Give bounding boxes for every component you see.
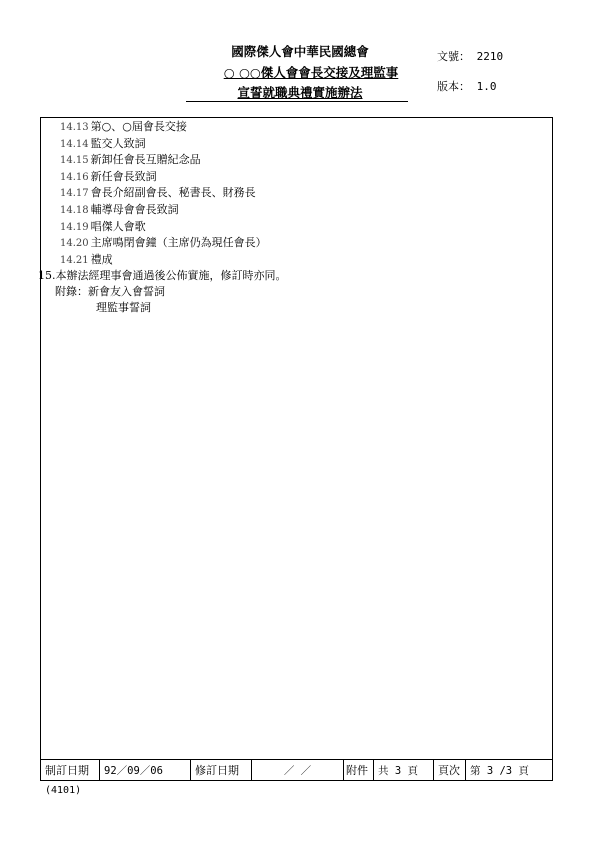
item-number: 14.14	[60, 138, 89, 150]
item-text: 主席鳴閉會鐘（主席仍為現任會長）	[90, 236, 267, 250]
created-date-label: 制訂日期	[45, 764, 89, 777]
item-number: 14.20	[60, 238, 89, 250]
revision-footer-table	[40, 759, 553, 781]
item-text: 會長介紹副會長、秘書長、財務長	[90, 186, 256, 200]
item-text: 輔導母會會長致詞	[90, 202, 179, 216]
item-number: 14.17	[60, 188, 89, 200]
attachment-line-1: 附錄：新會友入會誓詞	[55, 284, 165, 298]
document-title-line-1: ○ ○○傑人會會長交接及理監事	[223, 65, 399, 80]
attachment-line-2: 理監事誓詞	[96, 300, 151, 314]
item-number: 14.13	[60, 122, 89, 133]
item-number: 14.15	[60, 155, 89, 167]
created-date-value: 92／09／06	[99, 760, 190, 780]
list-item	[40, 202, 287, 219]
document-number: 文號： 2210	[437, 50, 504, 63]
title-underline-rule	[186, 101, 408, 102]
item-text: 第○、○屆會長交接	[90, 120, 187, 133]
list-item	[40, 136, 287, 153]
total-pages: 共 3 頁	[373, 760, 433, 780]
list-item	[40, 185, 287, 202]
page-label: 頁次	[433, 760, 465, 780]
organization-title: 國際傑人會中華民國總會	[231, 44, 369, 59]
list-item	[40, 219, 287, 236]
item-number: 14.21	[60, 254, 89, 266]
item-text: 新任會長致詞	[90, 169, 157, 183]
item-text: 禮成	[90, 252, 113, 266]
procedure-list	[40, 119, 287, 315]
list-item	[40, 119, 287, 136]
item-text: 唱傑人會歌	[90, 219, 146, 233]
document-version: 版本： 1.0	[437, 80, 497, 93]
attachments-label: 附件	[343, 760, 373, 780]
form-code: (4101)	[45, 785, 82, 796]
item-text: 監交人致詞	[90, 136, 146, 150]
clause-15: 15.本辦法經理事會通過後公佈實施，修訂時亦同。	[38, 269, 287, 283]
list-item	[40, 235, 287, 252]
item-number: 14.19	[60, 221, 89, 233]
list-item	[40, 152, 287, 169]
revised-date-label: 修訂日期	[190, 760, 251, 780]
item-text: 新卸任會長互贈紀念品	[90, 153, 201, 167]
revised-date-value: ／ ／	[251, 760, 343, 780]
list-item	[40, 169, 287, 186]
document-title-line-2: 宣誓就職典禮實施辦法	[237, 85, 363, 100]
page-number: 第 3 /3 頁	[465, 760, 552, 780]
list-item	[40, 252, 287, 269]
item-number: 14.16	[60, 171, 89, 183]
item-number: 14.18	[60, 204, 89, 216]
